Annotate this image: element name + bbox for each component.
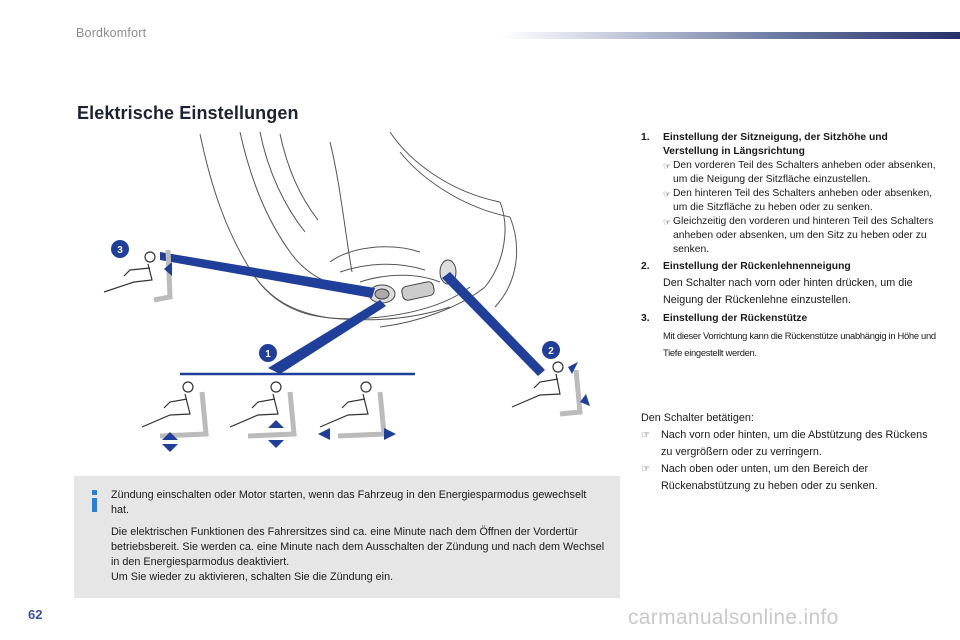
info-paragraph-1: Zündung einschalten oder Motor starten, wenn das Fahrzeug in den Energiesparmodus gewechselt hat. xyxy=(111,489,587,516)
page-title: Elektrische Einstellungen xyxy=(77,103,299,123)
slide-pictogram xyxy=(318,382,396,440)
bullet-text: Nach oben oder unten, um den Bereich der Rückenabstützung zu heben oder zu senken. xyxy=(661,463,878,492)
instructions xyxy=(641,131,941,364)
pointing-hand-icon: ☞ xyxy=(641,464,650,475)
callout-2 xyxy=(542,341,560,359)
callout-3-label: 3 xyxy=(117,245,123,256)
instruction-2-number: 2. xyxy=(641,261,650,272)
instruction-2-heading: Einstellung der Rückenlehnenneigung xyxy=(663,261,851,272)
info-icon xyxy=(88,488,102,518)
pointing-hand-icon: ☞ xyxy=(663,189,672,199)
callout-3 xyxy=(111,240,129,258)
backrest-pictogram xyxy=(512,362,590,414)
watermark: carmanualsonline.info xyxy=(628,606,839,629)
info-paragraph-2-text: Die elektrischen Funktionen des Fahrersitzes sind ca. eine Minute nach dem Öffnen der Vordertür betriebsbereit. Sie werden ca. eine Minute nach dem Ausschalten der Zündung und nach dem Wechsel in den Energiesparmodus deaktiviert. xyxy=(111,526,605,568)
pointer-bands xyxy=(160,252,545,376)
pointing-hand-icon: ☞ xyxy=(641,430,650,441)
height-pictogram xyxy=(142,382,206,452)
info-paragraph-3-text: Um Sie wieder zu aktivieren, schalten Sie die Zündung ein. xyxy=(111,571,394,583)
instruction-1-bullet-1 xyxy=(663,159,941,187)
switch-block xyxy=(641,410,931,495)
switch-intro: Den Schalter betätigen: xyxy=(641,412,754,424)
page-number: 62 xyxy=(28,607,43,622)
instruction-1-bullet-2 xyxy=(663,187,941,215)
instruction-2-text: Den Schalter nach vorn oder hinten drücken, um die Neigung der Rückenlehne einzustellen. xyxy=(663,277,913,306)
callout-1-label: 1 xyxy=(265,349,271,360)
pointing-hand-icon: ☞ xyxy=(663,161,672,171)
instruction-3-number: 3. xyxy=(641,313,650,324)
callout-2-label: 2 xyxy=(548,346,554,357)
info-box xyxy=(74,476,620,598)
pointing-hand-icon: ☞ xyxy=(663,217,672,227)
bullet-text: Den hinteren Teil des Schalters anheben oder absenken, um die Sitzfläche zu heben oder zu senken. xyxy=(673,188,933,213)
callout-1 xyxy=(259,344,277,362)
bullet-text: Gleichzeitig den vorderen und hinteren Teil des Schalters anheben oder absenken, um den Sitz zu heben oder zu senken. xyxy=(673,216,934,255)
instruction-1-heading: Einstellung der Sitzneigung, der Sitzhöhe und Verstellung in Längsrichtung xyxy=(663,132,888,157)
instruction-2 xyxy=(641,260,941,309)
header-bar xyxy=(500,32,960,39)
section-label: Bordkomfort xyxy=(76,26,147,40)
seat-illustration xyxy=(90,122,620,452)
info-text xyxy=(111,488,606,592)
instruction-3-text: Mit dieser Vorrichtung kann die Rückenstütze unabhängig in Höhe und Tiefe eingestellt werden. xyxy=(663,330,936,358)
switch-bullet-2 xyxy=(641,461,931,495)
instruction-1-number: 1. xyxy=(641,132,650,143)
tilt-pictogram xyxy=(230,382,294,448)
info-paragraph-2 xyxy=(111,525,606,585)
instruction-1 xyxy=(641,131,941,257)
switch-bullet-1 xyxy=(641,427,931,461)
bullet-text: Den vorderen Teil des Schalters anheben oder absenken, um die Neigung der Sitzfläche einzustellen. xyxy=(673,160,936,185)
instruction-3 xyxy=(641,312,941,361)
bullet-text: Nach vorn oder hinten, um die Abstützung des Rückens zu vergrößern oder zu verringern. xyxy=(661,429,928,458)
instruction-3-heading: Einstellung der Rückenstütze xyxy=(663,313,808,324)
instruction-1-bullet-3 xyxy=(663,215,941,257)
